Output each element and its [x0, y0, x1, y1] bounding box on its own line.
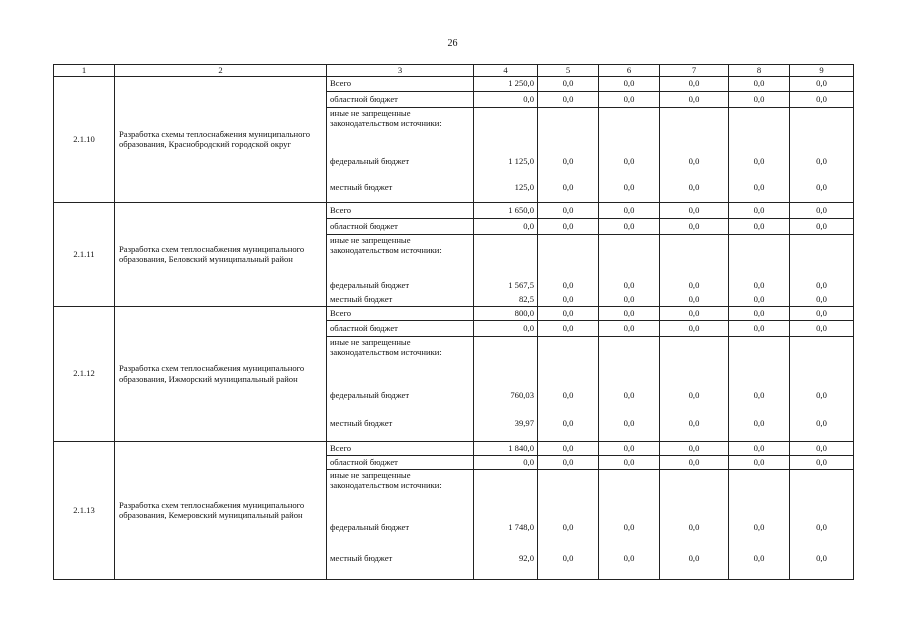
total-value-cell: 0,0 [538, 76, 599, 91]
total-value-cell: 0,0 [729, 441, 790, 455]
regional-value-cell: 0,0 [538, 218, 599, 234]
regional-value-cell: 0,0 [660, 91, 729, 107]
total-value-cell: 1 840,0 [474, 441, 538, 455]
total-value-cell: 0,0 [599, 202, 660, 218]
local-value-cell: 0,0 [790, 537, 854, 579]
federal-value-cell: 0,0 [599, 150, 660, 172]
header-cell: 7 [660, 65, 729, 77]
empty-cell [599, 469, 660, 517]
empty-cell [599, 234, 660, 277]
local-value-cell: 0,0 [729, 537, 790, 579]
total-value-cell: 0,0 [538, 202, 599, 218]
empty-cell [729, 469, 790, 517]
total-label: Всего [327, 441, 474, 455]
total-value-cell: 0,0 [599, 306, 660, 320]
item-name: Разработка схем теплоснабжения муниципального образования, Кемеровский муниципальный район [115, 441, 327, 579]
local-value-cell: 0,0 [599, 537, 660, 579]
regional-value-cell: 0,0 [729, 320, 790, 336]
regional-value-cell: 0,0 [660, 218, 729, 234]
federal-value-cell: 1 748,0 [474, 517, 538, 537]
total-value-cell: 800,0 [474, 306, 538, 320]
regional-value-cell: 0,0 [729, 455, 790, 469]
header-cell: 8 [729, 65, 790, 77]
item-name: Разработка схем теплоснабжения муниципального образования, Ижморский муниципальный район [115, 306, 327, 441]
total-value-cell: 0,0 [729, 76, 790, 91]
federal-value-cell: 0,0 [729, 277, 790, 293]
federal-value-cell: 0,0 [660, 150, 729, 172]
empty-cell [729, 107, 790, 150]
item-code: 2.1.12 [54, 306, 115, 441]
local-value-cell: 0,0 [790, 406, 854, 441]
header-cell: 4 [474, 65, 538, 77]
empty-cell [660, 234, 729, 277]
regional-value-cell: 0,0 [660, 455, 729, 469]
table-row [54, 306, 854, 320]
federal-value-cell: 0,0 [538, 517, 599, 537]
local-label: местный бюджет [327, 406, 474, 441]
regional-value-cell: 0,0 [538, 91, 599, 107]
regional-label: областной бюджет [327, 455, 474, 469]
total-label: Всего [327, 76, 474, 91]
empty-cell [729, 234, 790, 277]
regional-label: областной бюджет [327, 320, 474, 336]
empty-cell [599, 107, 660, 150]
federal-label: федеральный бюджет [327, 150, 474, 172]
table-row [54, 202, 854, 218]
federal-value-cell: 0,0 [660, 384, 729, 406]
empty-cell [790, 107, 854, 150]
local-value-cell: 0,0 [790, 172, 854, 202]
empty-cell [474, 469, 538, 517]
federal-label: федеральный бюджет [327, 277, 474, 293]
total-value-cell: 0,0 [790, 441, 854, 455]
local-value-cell: 39,97 [474, 406, 538, 441]
item-name: Разработка схемы теплоснабжения муниципального образования, Краснобродский городской округ [115, 76, 327, 202]
total-label: Всего [327, 202, 474, 218]
empty-cell [660, 469, 729, 517]
total-value-cell: 0,0 [790, 202, 854, 218]
other-sources-label: иные не запрещенные законодательством источники: [327, 234, 474, 277]
empty-cell [538, 107, 599, 150]
local-value-cell: 82,5 [474, 293, 538, 306]
regional-value-cell: 0,0 [599, 218, 660, 234]
federal-value-cell: 0,0 [660, 517, 729, 537]
total-value-cell: 0,0 [729, 306, 790, 320]
regional-value-cell: 0,0 [599, 91, 660, 107]
total-value-cell: 0,0 [538, 441, 599, 455]
regional-value-cell: 0,0 [474, 455, 538, 469]
federal-value-cell: 760,03 [474, 384, 538, 406]
total-value-cell: 1 650,0 [474, 202, 538, 218]
local-value-cell: 125,0 [474, 172, 538, 202]
local-label: местный бюджет [327, 172, 474, 202]
total-value-cell: 0,0 [599, 441, 660, 455]
local-value-cell: 0,0 [660, 172, 729, 202]
total-value-cell: 0,0 [660, 202, 729, 218]
header-cell: 2 [115, 65, 327, 77]
header-cell: 9 [790, 65, 854, 77]
federal-label: федеральный бюджет [327, 517, 474, 537]
federal-value-cell: 0,0 [538, 384, 599, 406]
federal-value-cell: 0,0 [538, 150, 599, 172]
federal-value-cell: 0,0 [790, 517, 854, 537]
total-label: Всего [327, 306, 474, 320]
empty-cell [599, 336, 660, 384]
local-value-cell: 0,0 [729, 406, 790, 441]
local-value-cell: 0,0 [599, 293, 660, 306]
item-code: 2.1.10 [54, 76, 115, 202]
empty-cell [660, 107, 729, 150]
total-value-cell: 0,0 [790, 76, 854, 91]
federal-value-cell: 0,0 [599, 277, 660, 293]
regional-value-cell: 0,0 [790, 320, 854, 336]
federal-value-cell: 0,0 [790, 277, 854, 293]
table-body [54, 76, 854, 579]
total-value-cell: 0,0 [660, 306, 729, 320]
regional-value-cell: 0,0 [790, 91, 854, 107]
regional-value-cell: 0,0 [538, 455, 599, 469]
other-sources-label: иные не запрещенные законодательством источники: [327, 107, 474, 150]
local-value-cell: 0,0 [729, 172, 790, 202]
regional-value-cell: 0,0 [538, 320, 599, 336]
table-header-row-group [54, 65, 854, 77]
federal-value-cell: 0,0 [729, 517, 790, 537]
local-value-cell: 0,0 [790, 293, 854, 306]
header-cell: 5 [538, 65, 599, 77]
empty-cell [729, 336, 790, 384]
total-value-cell: 1 250,0 [474, 76, 538, 91]
regional-value-cell: 0,0 [599, 320, 660, 336]
regional-label: областной бюджет [327, 91, 474, 107]
local-value-cell: 0,0 [660, 537, 729, 579]
federal-value-cell: 0,0 [599, 517, 660, 537]
header-cell: 1 [54, 65, 115, 77]
total-value-cell: 0,0 [660, 76, 729, 91]
federal-value-cell: 0,0 [599, 384, 660, 406]
federal-value-cell: 0,0 [660, 277, 729, 293]
local-value-cell: 0,0 [538, 172, 599, 202]
local-value-cell: 0,0 [660, 293, 729, 306]
local-value-cell: 92,0 [474, 537, 538, 579]
federal-value-cell: 0,0 [729, 384, 790, 406]
local-label: местный бюджет [327, 293, 474, 306]
item-name: Разработка схем теплоснабжения муниципального образования, Беловский муниципальный район [115, 202, 327, 306]
federal-value-cell: 1 567,5 [474, 277, 538, 293]
regional-value-cell: 0,0 [729, 91, 790, 107]
local-value-cell: 0,0 [660, 406, 729, 441]
empty-cell [538, 234, 599, 277]
federal-value-cell: 1 125,0 [474, 150, 538, 172]
federal-value-cell: 0,0 [790, 150, 854, 172]
empty-cell [538, 469, 599, 517]
federal-value-cell: 0,0 [790, 384, 854, 406]
regional-value-cell: 0,0 [790, 218, 854, 234]
federal-value-cell: 0,0 [538, 277, 599, 293]
total-value-cell: 0,0 [729, 202, 790, 218]
local-label: местный бюджет [327, 537, 474, 579]
empty-cell [790, 469, 854, 517]
local-value-cell: 0,0 [538, 293, 599, 306]
local-value-cell: 0,0 [538, 537, 599, 579]
regional-value-cell: 0,0 [599, 455, 660, 469]
regional-value-cell: 0,0 [474, 218, 538, 234]
header-cell: 6 [599, 65, 660, 77]
regional-value-cell: 0,0 [474, 320, 538, 336]
page-number: 26 [447, 38, 458, 49]
total-value-cell: 0,0 [790, 306, 854, 320]
total-value-cell: 0,0 [660, 441, 729, 455]
empty-cell [538, 336, 599, 384]
header-cell: 3 [327, 65, 474, 77]
other-sources-label: иные не запрещенные законодательством источники: [327, 336, 474, 384]
local-value-cell: 0,0 [599, 406, 660, 441]
total-value-cell: 0,0 [599, 76, 660, 91]
regional-value-cell: 0,0 [474, 91, 538, 107]
regional-value-cell: 0,0 [729, 218, 790, 234]
local-value-cell: 0,0 [599, 172, 660, 202]
federal-label: федеральный бюджет [327, 384, 474, 406]
other-sources-label: иные не запрещенные законодательством источники: [327, 469, 474, 517]
item-code: 2.1.13 [54, 441, 115, 579]
table-row [54, 76, 854, 91]
local-value-cell: 0,0 [729, 293, 790, 306]
budget-table [53, 64, 854, 580]
empty-cell [790, 336, 854, 384]
empty-cell [474, 234, 538, 277]
item-code: 2.1.11 [54, 202, 115, 306]
local-value-cell: 0,0 [538, 406, 599, 441]
table-header-row [54, 65, 854, 77]
regional-value-cell: 0,0 [660, 320, 729, 336]
regional-label: областной бюджет [327, 218, 474, 234]
table-row [54, 441, 854, 455]
regional-value-cell: 0,0 [790, 455, 854, 469]
empty-cell [474, 107, 538, 150]
total-value-cell: 0,0 [538, 306, 599, 320]
empty-cell [660, 336, 729, 384]
empty-cell [790, 234, 854, 277]
federal-value-cell: 0,0 [729, 150, 790, 172]
empty-cell [474, 336, 538, 384]
